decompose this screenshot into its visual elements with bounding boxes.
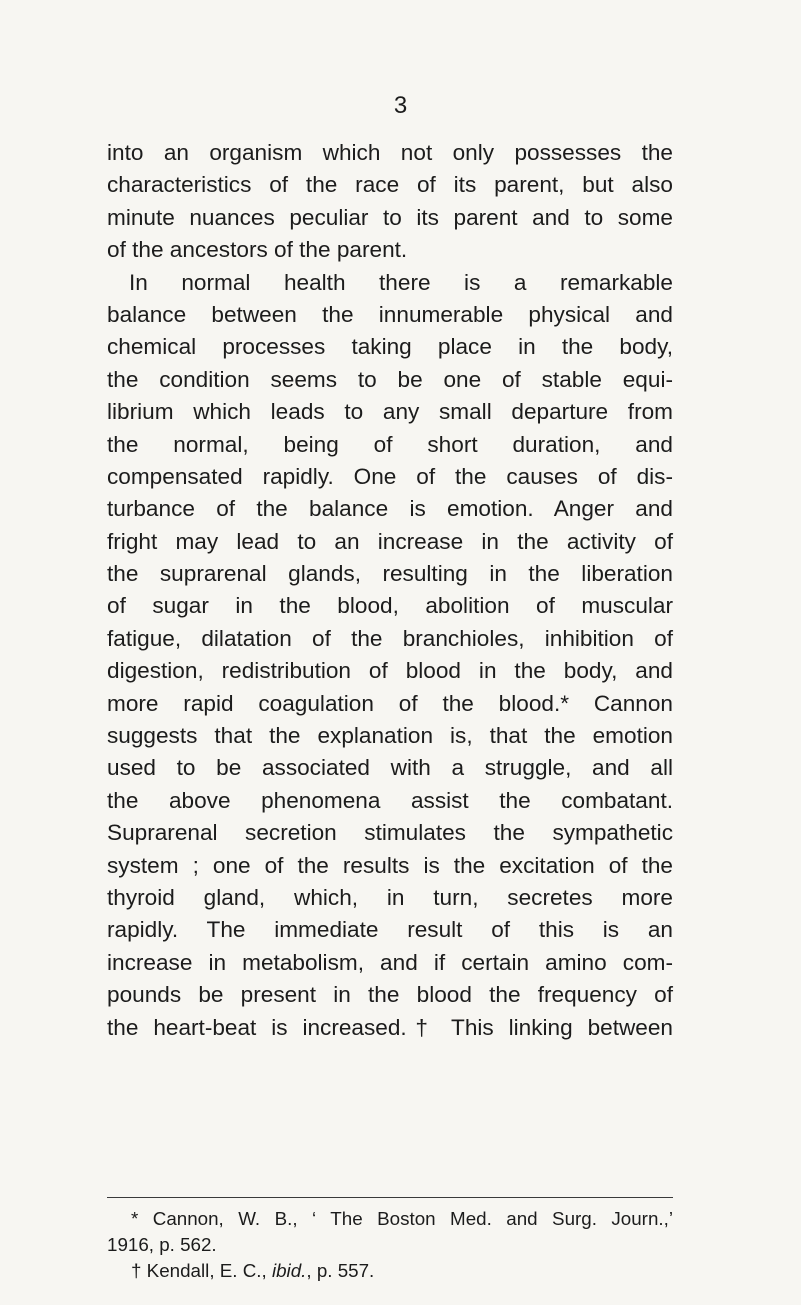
- text-line: the above phenomena assist the combatant.: [107, 787, 673, 813]
- text-line: used to be associated with a struggle, and all: [107, 755, 673, 781]
- text-line: the heart-beat is increased.† This linking between: [107, 1014, 673, 1040]
- body-text: [107, 137, 673, 1044]
- text-line: chemical processes taking place in the body,: [107, 334, 673, 360]
- text-line: Suprarenal secretion stimulates the sympathetic: [107, 820, 673, 846]
- text-line: minute nuances peculiar to its parent and to some: [107, 204, 673, 230]
- footnote-line: [107, 1258, 673, 1284]
- text-line: In normal health there is a remarkable: [129, 269, 673, 295]
- text-line: digestion, redistribution of blood in the body, and: [107, 658, 673, 684]
- footnote-ibid: ibid.: [271, 1260, 307, 1281]
- footnote-text: † Kendall, E. C.,: [131, 1260, 272, 1281]
- page-number: 3: [393, 92, 408, 119]
- footnotes: [107, 1206, 673, 1284]
- text-line: system ; one of the results is the excitation of the: [107, 852, 673, 878]
- text-line: thyroid gland, which, in turn, secretes more: [107, 884, 673, 910]
- text-line: pounds be present in the blood the frequency of: [107, 982, 673, 1008]
- footnote-line: * Cannon, W. B., ‘ The Boston Med. and Surg. Journ.,’: [131, 1208, 673, 1229]
- text-line: of the ancestors of the parent.: [107, 237, 408, 263]
- text-line: compensated rapidly. One of the causes of dis-: [107, 463, 673, 489]
- text-line: rapidly. The immediate result of this is an: [107, 917, 673, 943]
- text-line: fatigue, dilatation of the branchioles, inhibition of: [107, 625, 673, 651]
- text-line: the suprarenal glands, resulting in the liberation: [107, 561, 673, 587]
- text-line: fright may lead to an increase in the activity of: [107, 528, 673, 554]
- text-line: balance between the innumerable physical and: [107, 301, 673, 327]
- text-line: the condition seems to be one of stable equi-: [107, 366, 673, 392]
- text-line: turbance of the balance is emotion. Anger and: [107, 496, 673, 522]
- text-line: suggests that the explanation is, that the emotion: [107, 723, 673, 749]
- text-line: more rapid coagulation of the blood.* Cannon: [107, 690, 673, 716]
- footnote-text: , p. 557.: [306, 1260, 375, 1281]
- text-line: characteristics of the race of its parent, but also: [107, 172, 673, 198]
- text-line: of sugar in the blood, abolition of muscular: [107, 593, 673, 619]
- text-line: librium which leads to any small departure from: [107, 399, 673, 425]
- text-line: the normal, being of short duration, and: [107, 431, 673, 457]
- footnote-divider: [107, 1197, 673, 1198]
- footnote-line: 1916, p. 562.: [107, 1234, 217, 1255]
- text-line: increase in metabolism, and if certain amino com-: [107, 949, 673, 975]
- text-line: into an organism which not only possesses the: [107, 140, 673, 165]
